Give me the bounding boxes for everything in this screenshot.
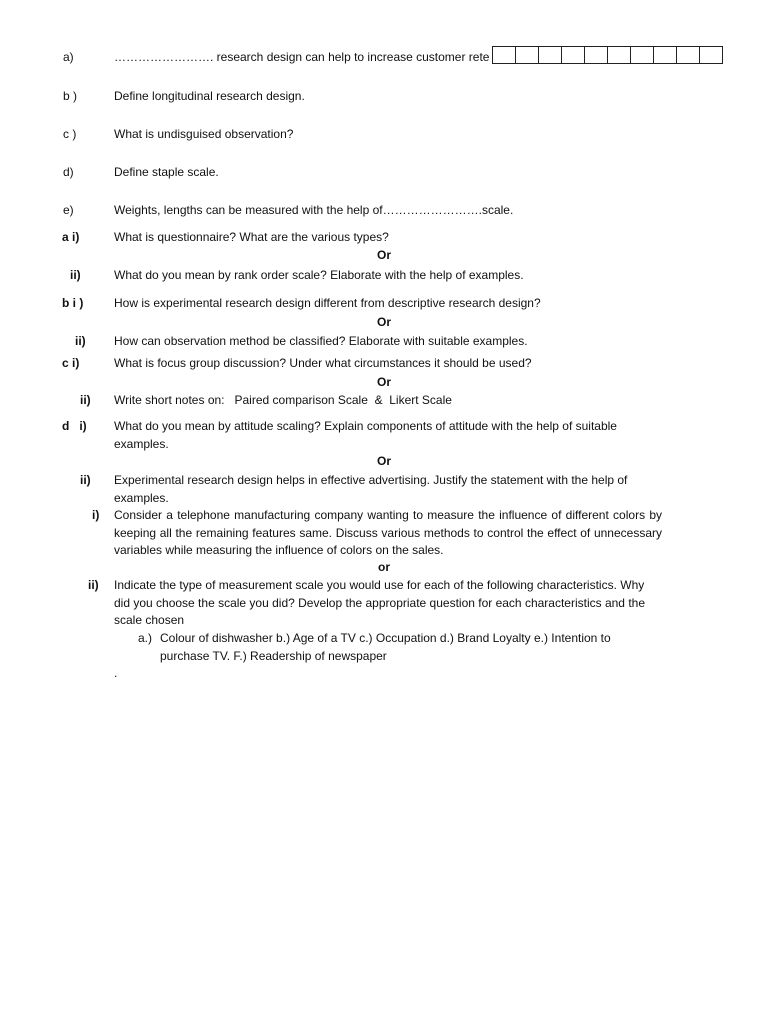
question-text: Define staple scale.	[114, 165, 219, 179]
answer-box	[492, 46, 516, 64]
question-text: Weights, lengths can be measured with the help of…………………….scale.	[114, 203, 514, 217]
question-label: e)	[63, 203, 74, 217]
question-text: ……………………. research design can help to increase customer rete	[114, 50, 490, 64]
question-label: c i)	[62, 356, 80, 370]
or-separator: or	[378, 560, 390, 574]
question-label: b )	[63, 89, 78, 103]
answer-boxes	[492, 46, 723, 64]
question-label: a i)	[62, 230, 80, 244]
question-text: Write short notes on: Paired comparison Scale & Likert Scale	[114, 393, 452, 407]
or-separator: Or	[376, 375, 391, 389]
question-text: Indicate the type of measurement scale you would use for each of the following characteristics. Why did you choose the scale you did? Develop the appropriate question for each characteristics and the scale chosen	[114, 578, 645, 627]
question-label: ii)	[75, 334, 86, 348]
or-separator: Or	[376, 248, 391, 262]
trailing-mark: .	[114, 666, 118, 680]
question-text: What do you mean by rank order scale? Elaborate with the help of examples.	[114, 268, 524, 282]
question-text: What do you mean by attitude scaling? Explain components of attitude with the help of suitable examples.	[114, 419, 617, 451]
answer-box	[631, 46, 654, 64]
answer-box	[654, 46, 677, 64]
or-separator: Or	[376, 454, 391, 468]
answer-box	[516, 46, 539, 64]
question-label: c )	[63, 127, 77, 141]
question-label: ii)	[80, 473, 91, 487]
question-text: How can observation method be classified? Elaborate with suitable examples.	[114, 334, 528, 348]
answer-box	[677, 46, 700, 64]
question-label: a)	[63, 50, 74, 64]
answer-box	[539, 46, 562, 64]
option-marker: a.)	[138, 631, 153, 645]
question-label: d)	[63, 165, 74, 179]
question-text: How is experimental research design different from descriptive research design?	[114, 296, 541, 310]
answer-box	[700, 46, 723, 64]
question-label: d i)	[62, 419, 87, 433]
option-text: Colour of dishwasher b.) Age of a TV c.) Occupation d.) Brand Loyalty e.) Intention to purchase TV. F.) Readership of newspaper	[160, 631, 611, 663]
answer-box	[608, 46, 631, 64]
answer-box	[585, 46, 608, 64]
question-text: Consider a telephone manufacturing company wanting to measure the influence of different colors by keeping all the remaining features same. Discuss various methods to control the effect of unnecessary variables while measuring the influence of colors on the sales.	[114, 508, 662, 557]
question-text: What is focus group discussion? Under what circumstances it should be used?	[114, 356, 532, 370]
question-label: ii)	[88, 578, 99, 592]
question-label: b i )	[62, 296, 84, 310]
question-label: i)	[92, 508, 100, 522]
question-text: What is undisguised observation?	[114, 127, 294, 141]
question-label: ii)	[70, 268, 81, 282]
question-label: ii)	[80, 393, 91, 407]
question-text: Define longitudinal research design.	[114, 89, 305, 103]
answer-box	[562, 46, 585, 64]
or-separator: Or	[376, 315, 391, 329]
question-text: Experimental research design helps in effective advertising. Justify the statement with the help of examples.	[114, 473, 628, 505]
question-text: What is questionnaire? What are the various types?	[114, 230, 389, 244]
